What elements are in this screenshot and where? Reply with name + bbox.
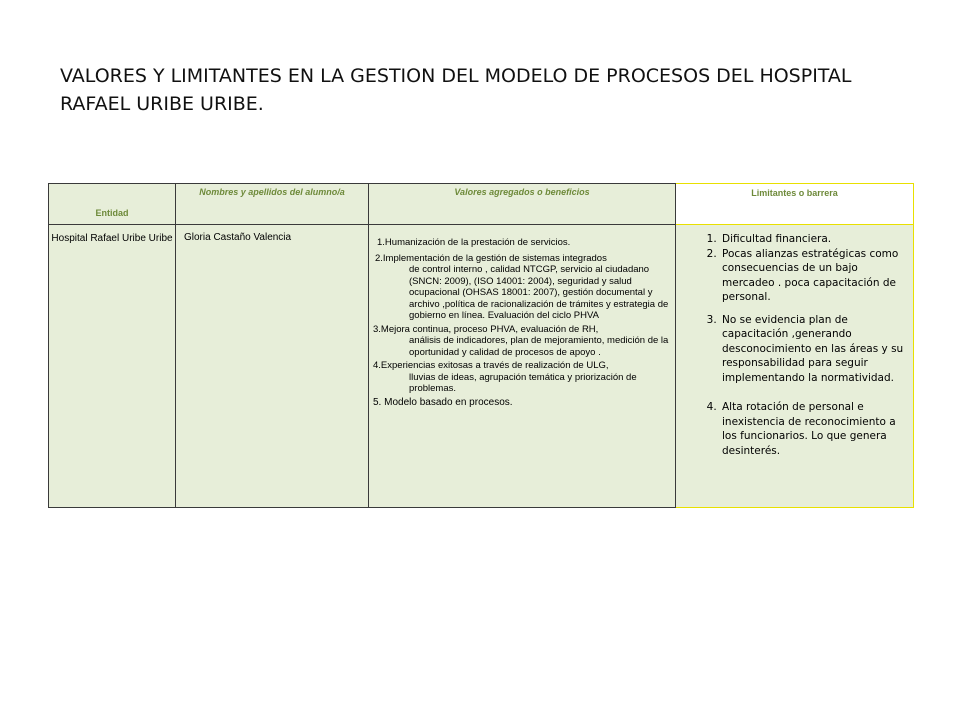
value-item-4-head: 4.Experiencias exitosas a través de realización de ULG, <box>373 360 609 371</box>
table-row <box>49 225 914 508</box>
value-item-2-head: 2.Implementación de la gestión de sistemas integrados <box>375 252 607 264</box>
value-item-1: 1.Humanización de la prestación de servicios. <box>377 237 571 248</box>
limitations-list <box>684 232 905 458</box>
limitation-item-3: 3. No se evidencia plan de capacitación ,generando desconocimiento en las áreas y su responsabilidad para seguir implementando la normatividad. <box>720 313 905 386</box>
value-item-3 <box>373 324 669 359</box>
value-item-2 <box>373 253 669 322</box>
value-item-3-cont: análisis de indicadores, plan de mejoramiento, medición de la oportunidad y calidad de procesos de apoyo . <box>409 335 669 358</box>
value-item-4-cont: lluvias de ideas, agrupación temática y priorización de problemas. <box>409 371 637 394</box>
limitation-item-4: 4. Alta rotación de personal e inexistencia de reconocimiento a los funcionarios. Lo que genera desinterés. <box>720 400 905 458</box>
page-title: VALORES Y LIMITANTES EN LA GESTION DEL MODELO DE PROCESOS DEL HOSPITAL RAFAEL URIBE URIBE. <box>60 65 852 115</box>
value-item-5: 5. Modelo basado en procesos. <box>373 396 513 408</box>
cell-limitantes <box>676 225 914 508</box>
value-item-3-head: 3.Mejora continua, proceso PHVA, evaluación de RH, <box>373 323 599 335</box>
limitation-item-1: 1. Dificultad financiera. <box>720 232 905 247</box>
limitation-item-2: 2. Pocas alianzas estratégicas como consecuencias de un bajo mercadeo . poca capacitación de personal. <box>720 247 905 305</box>
header-entidad: Entidad <box>49 184 176 225</box>
header-limitantes: Limitantes o barrera <box>676 184 914 225</box>
header-nombres: Nombres y apellidos del alumno/a <box>176 184 369 225</box>
value-item-4 <box>373 360 669 395</box>
cell-entidad: Hospital Rafael Uribe Uribe <box>49 225 176 508</box>
cell-valores <box>369 225 676 508</box>
cell-alumno: Gloria Castaño Valencia <box>176 225 369 508</box>
table-header-row <box>49 184 914 225</box>
values-limitations-table <box>48 183 914 508</box>
header-valores: Valores agregados o beneficios <box>369 184 676 225</box>
value-item-2-cont: de control interno , calidad NTCGP, servicio al ciudadano (SNCN: 2009), (ISO 14001: 2004), seguridad y salud ocupacional (OHSAS 18001: 2007), gestión documental y archivo ,política de racionalización de trámites y estrategia de gobierno en línea. Evaluación del ciclo PHVA <box>409 264 669 321</box>
